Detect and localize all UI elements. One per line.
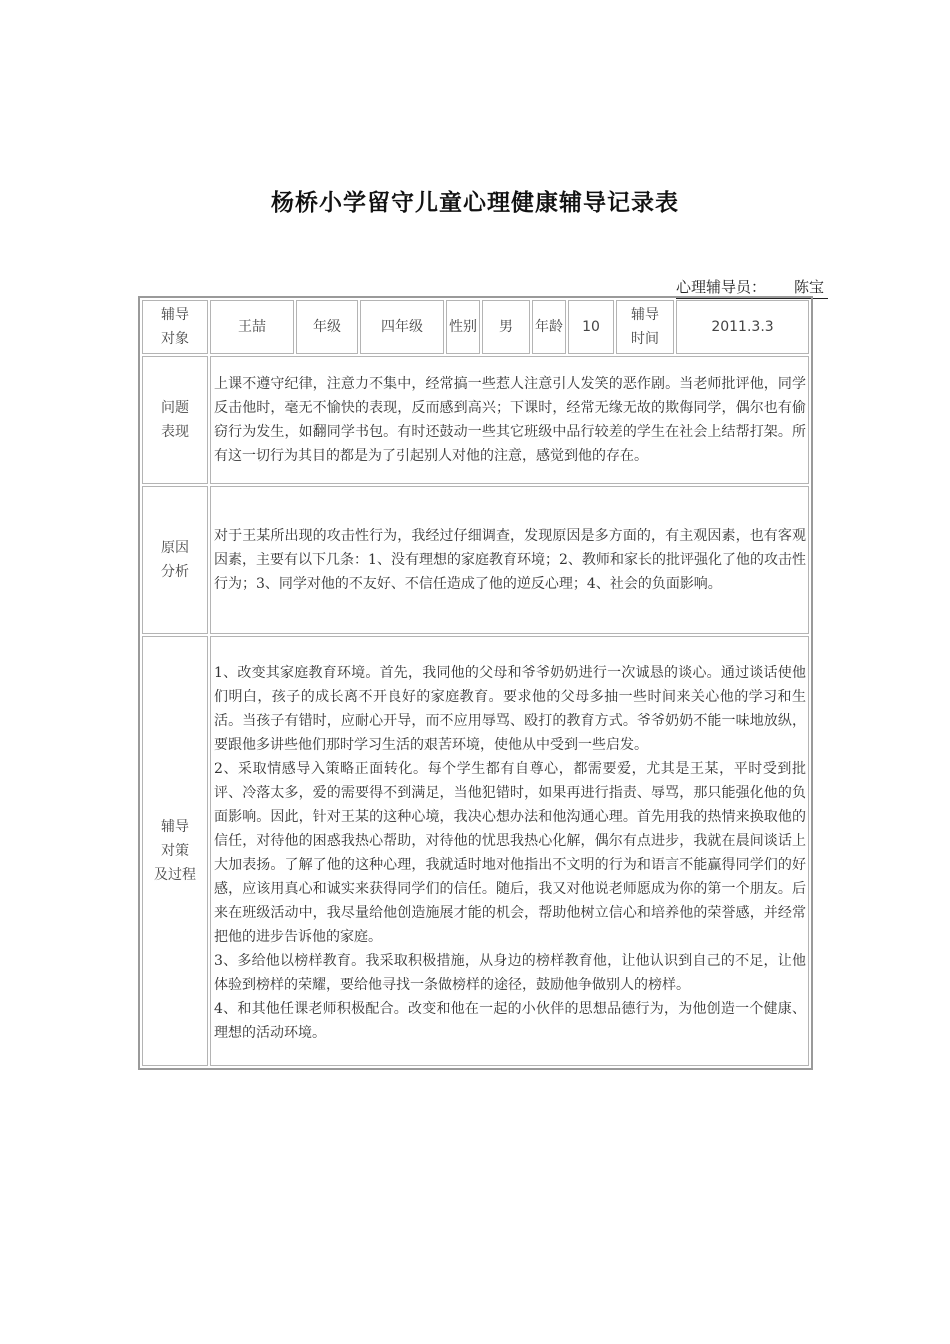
time-label-line1: 辅导	[631, 307, 659, 323]
reason-label-cell	[142, 486, 208, 634]
target-label-line1: 辅导	[161, 307, 189, 323]
measures-label-line1: 辅导	[161, 819, 189, 835]
problem-text: 上课不遵守纪律，注意力不集中，经常搞一些惹人注意引人发笑的恶作剧。当老师批评他，同学反击他时，毫无不愉快的表现，反而感到高兴；下课时，经常无缘无故的欺侮同学，偶尔也有偷窃行为发生，如翻同学书包。有时还鼓动一些其它班级中品行较差的学生在社会上结帮打架。所有这一切行为其目的都是为了引起别人对他的注意，感觉到他的存在。	[210, 356, 809, 484]
problem-row	[142, 356, 809, 484]
counselor-label: 心理辅导员：	[675, 278, 766, 296]
reason-row	[142, 486, 809, 634]
reason-label-line2: 分析	[161, 564, 189, 580]
measure-item-1: 1、改变其家庭教育环境。首先，我同他的父母和爷爷奶奶进行一次诚恳的谈心。通过谈话使他们明白，孩子的成长离不开良好的家庭教育。要求他的父母多抽一些时间来关心他的学习和生活。当孩子有错时，应耐心开导，而不应用辱骂、殴打的教育方式。爷爷奶奶不能一味地放纵，要跟他多讲些他们那时学习生活的艰苦环境，使他从中受到一些启发。	[214, 665, 806, 753]
measures-row	[142, 636, 809, 1066]
problem-label-line1: 问题	[161, 400, 189, 416]
time-value: 2011.3.3	[676, 300, 809, 354]
problem-label-line2: 表现	[161, 424, 189, 440]
measure-item-4: 4、和其他任课老师积极配合。改变和他在一起的小伙伴的思想品德行为，为他创造一个健康、理想的活动环境。	[214, 1001, 806, 1041]
gender-label: 性别	[446, 300, 480, 354]
target-label-line2: 对象	[161, 331, 189, 347]
student-name: 王喆	[210, 300, 294, 354]
counselor-name: 陈宝	[793, 278, 824, 296]
reason-label-line1: 原因	[161, 540, 189, 556]
grade-value: 四年级	[360, 300, 444, 354]
reason-text: 对于王某所出现的攻击性行为，我经过仔细调查，发现原因是多方面的，有主观因素，也有客观因素，主要有以下几条：1、没有理想的家庭教育环境；2、教师和家长的批评强化了他的攻击性行为；3、同学对他的不友好、不信任造成了他的逆反心理；4、社会的负面影响。	[210, 486, 809, 634]
time-label-cell	[616, 300, 674, 354]
age-value: 10	[568, 300, 614, 354]
grade-label: 年级	[296, 300, 358, 354]
problem-label-cell	[142, 356, 208, 484]
measures-label-cell	[142, 636, 208, 1066]
measures-label-line3: 及过程	[154, 867, 196, 883]
gender-value: 男	[482, 300, 530, 354]
age-label: 年龄	[532, 300, 566, 354]
target-label-cell	[142, 300, 208, 354]
record-table	[138, 296, 813, 1070]
measures-label-line2: 对策	[161, 843, 189, 859]
time-label-line2: 时间	[631, 331, 659, 347]
measure-item-2: 2、采取情感导入策略正面转化。每个学生都有自尊心，都需要爱，尤其是王某，平时受到批评、冷落太多，爱的需要得不到满足，当他犯错时，如果再进行指责、辱骂，那只能强化他的负面影响。因此，针对王某的这种心境，我决心想办法和他沟通心理。首先用我的热情来换取他的信任，对待他的困惑我热心帮助，对待他的忧思我热心化解，偶尔有点进步，我就在晨间谈话上大加表扬。了解了他的这种心理，我就适时地对他指出不文明的行为和语言不能赢得同学们的好感，应该用真心和诚实来获得同学们的信任。随后，我又对他说老师愿成为你的第一个朋友。后来在班级活动中，我尽量给他创造施展才能的机会，帮助他树立信心和培养他的荣誉感，并经常把他的进步告诉他的家庭。	[214, 761, 806, 945]
measure-item-3: 3、多给他以榜样教育。我采取积极措施，从身边的榜样教育他，让他认识到自己的不足，让他体验到榜样的荣耀，要给他寻找一条做榜样的途径，鼓励他争做别人的榜样。	[214, 953, 806, 993]
header-row	[142, 300, 809, 354]
page-title: 杨桥小学留守儿童心理健康辅导记录表	[271, 190, 679, 216]
measures-content	[210, 636, 809, 1066]
